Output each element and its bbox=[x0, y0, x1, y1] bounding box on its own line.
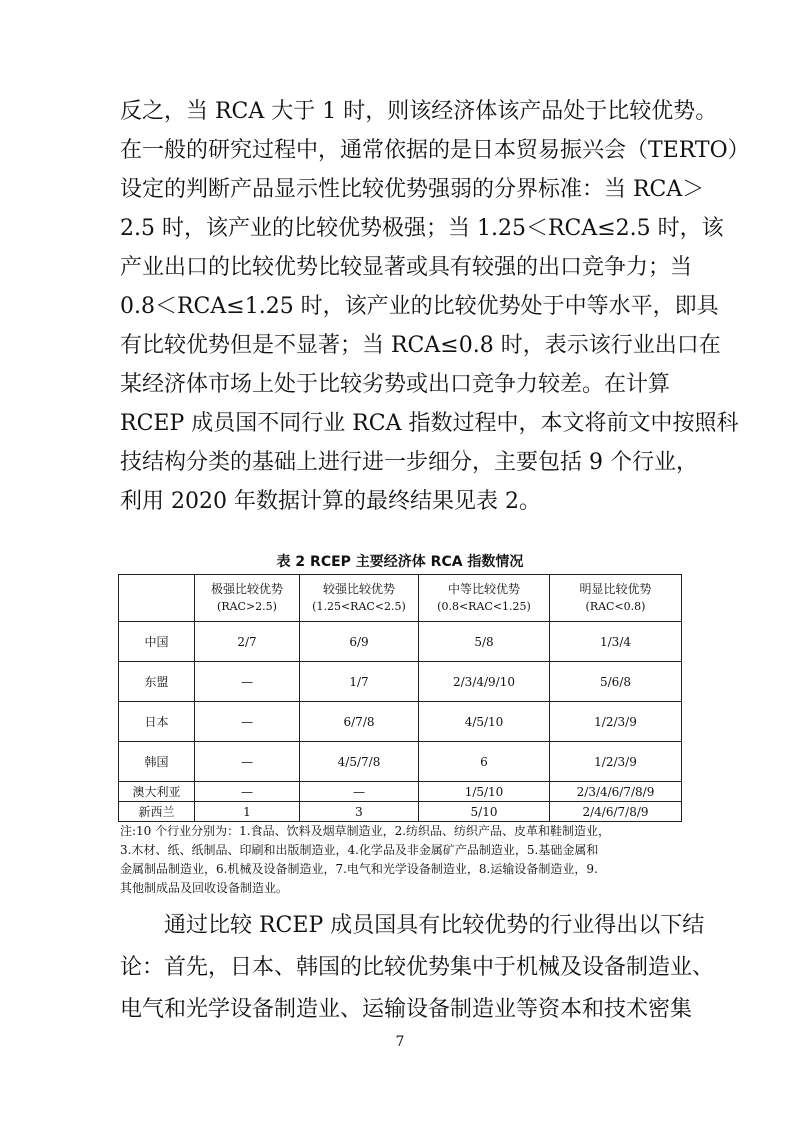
value-cell: 5/6/8 bbox=[550, 662, 682, 702]
text-line: 设定的判断产品显示性比较优势强弱的分界标准：当 RCA＞ bbox=[120, 177, 705, 202]
note-line: 金属制品制造业，6.机械及设备制造业，7.电气和光学设备制造业，8.运输设备制造业，9. bbox=[120, 862, 598, 876]
header-corner-cell bbox=[119, 575, 195, 622]
text-line: 通过比较 RCEP 成员国具有比较优势的行业得出以下结 bbox=[164, 913, 705, 938]
table-row bbox=[119, 622, 682, 662]
text-line: 电气和光学设备制造业、运输设备制造业等资本和技术密集 bbox=[120, 997, 693, 1022]
value-cell: 6 bbox=[419, 742, 550, 782]
value-cell: 1 bbox=[195, 802, 300, 822]
header-medium bbox=[419, 575, 550, 622]
text-line: 2.5 时，该产业的比较优势极强；当 1.25＜RCA≤2.5 时，该 bbox=[120, 216, 724, 241]
header-title: 中等比较优势 bbox=[447, 582, 520, 596]
value-cell: — bbox=[195, 702, 300, 742]
header-strong bbox=[300, 575, 419, 622]
value-cell: — bbox=[195, 662, 300, 702]
text-line: 论：首先，日本、韩国的比较优势集中于机械及设备制造业、 bbox=[120, 955, 715, 980]
value-cell: 6/7/8 bbox=[300, 702, 419, 742]
rca-table bbox=[118, 574, 682, 822]
table-caption: 表 2 RCEP 主要经济体 RCA 指数情况 bbox=[276, 554, 524, 570]
text-line: 有比较优势但是不显著；当 RCA≤0.8 时，表示该行业出口在 bbox=[120, 333, 721, 358]
value-cell: 2/3/4/6/7/8/9 bbox=[550, 782, 682, 802]
value-cell: 1/2/3/9 bbox=[550, 742, 682, 782]
country-cell: 澳大利亚 bbox=[119, 782, 195, 802]
country-cell: 新西兰 bbox=[119, 802, 195, 822]
value-cell: 6/9 bbox=[300, 622, 419, 662]
value-cell: 4/5/10 bbox=[419, 702, 550, 742]
note-line: 注:10 个行业分别为：1.食品、饮料及烟草制造业，2.纺织品、纺织产品、皮革和鞋制造业， bbox=[120, 824, 611, 838]
header-title: 明显比较优势 bbox=[579, 582, 652, 596]
table-header-row bbox=[119, 575, 682, 622]
value-cell: — bbox=[195, 742, 300, 782]
value-cell: — bbox=[195, 782, 300, 802]
value-cell: 1/7 bbox=[300, 662, 419, 702]
value-cell: 2/3/4/9/10 bbox=[419, 662, 550, 702]
country-cell: 韩国 bbox=[119, 742, 195, 782]
header-title: 较强比较优势 bbox=[322, 582, 395, 596]
value-cell: 2/4/6/7/8/9 bbox=[550, 802, 682, 822]
header-range: (0.8<RAC<1.25) bbox=[437, 600, 531, 613]
value-cell: 3 bbox=[300, 802, 419, 822]
header-very-strong bbox=[195, 575, 300, 622]
table-row bbox=[119, 782, 682, 802]
header-obvious bbox=[550, 575, 682, 622]
table-note bbox=[120, 822, 680, 898]
value-cell: 1/5/10 bbox=[419, 782, 550, 802]
header-title: 极强比较优势 bbox=[210, 582, 283, 596]
header-range: (1.25<RAC<2.5) bbox=[312, 600, 406, 613]
country-cell: 日本 bbox=[119, 702, 195, 742]
table-row bbox=[119, 662, 682, 702]
text-line: 反之，当 RCA 大于 1 时，则该经济体该产品处于比较优势。 bbox=[120, 99, 718, 124]
note-line: 3.木材、纸、纸制品、印刷和出版制造业，4.化学品及非金属矿产品制造业，5.基础金属和 bbox=[120, 843, 599, 857]
table-row bbox=[119, 802, 682, 822]
page-number: 7 bbox=[395, 1034, 405, 1050]
text-line: 产业出口的比较优势比较显著或具有较强的出口竞争力；当 bbox=[120, 255, 693, 280]
paragraph-conclusion bbox=[120, 905, 715, 1031]
text-line: 利用 2020 年数据计算的最终结果见表 2。 bbox=[120, 489, 541, 514]
text-line: RCEP 成员国不同行业 RCA 指数过程中，本文将前文中按照科 bbox=[120, 411, 739, 436]
value-cell: 5/8 bbox=[419, 622, 550, 662]
text-line: 在一般的研究过程中，通常依据的是日本贸易振兴会（TERTO） bbox=[120, 138, 750, 163]
value-cell: 1/3/4 bbox=[550, 622, 682, 662]
table-row bbox=[119, 742, 682, 782]
table-row bbox=[119, 702, 682, 742]
text-line: 0.8＜RCA≤1.25 时，该产业的比较优势处于中等水平，即具 bbox=[120, 294, 719, 319]
note-line: 其他制成品及回收设备制造业。 bbox=[120, 881, 289, 895]
header-range: (RAC>2.5) bbox=[217, 600, 277, 613]
value-cell: 4/5/7/8 bbox=[300, 742, 419, 782]
country-cell: 中国 bbox=[119, 622, 195, 662]
header-range: (RAC<0.8) bbox=[585, 600, 646, 613]
value-cell: — bbox=[300, 782, 419, 802]
text-line: 某经济体市场上处于比较劣势或出口竞争力较差。在计算 bbox=[120, 372, 671, 397]
value-cell: 1/2/3/9 bbox=[550, 702, 682, 742]
text-line: 技结构分类的基础上进行进一步细分，主要包括 9 个行业， bbox=[120, 450, 698, 475]
value-cell: 5/10 bbox=[419, 802, 550, 822]
value-cell: 2/7 bbox=[195, 622, 300, 662]
country-cell: 东盟 bbox=[119, 662, 195, 702]
paragraph-intro bbox=[120, 92, 750, 521]
